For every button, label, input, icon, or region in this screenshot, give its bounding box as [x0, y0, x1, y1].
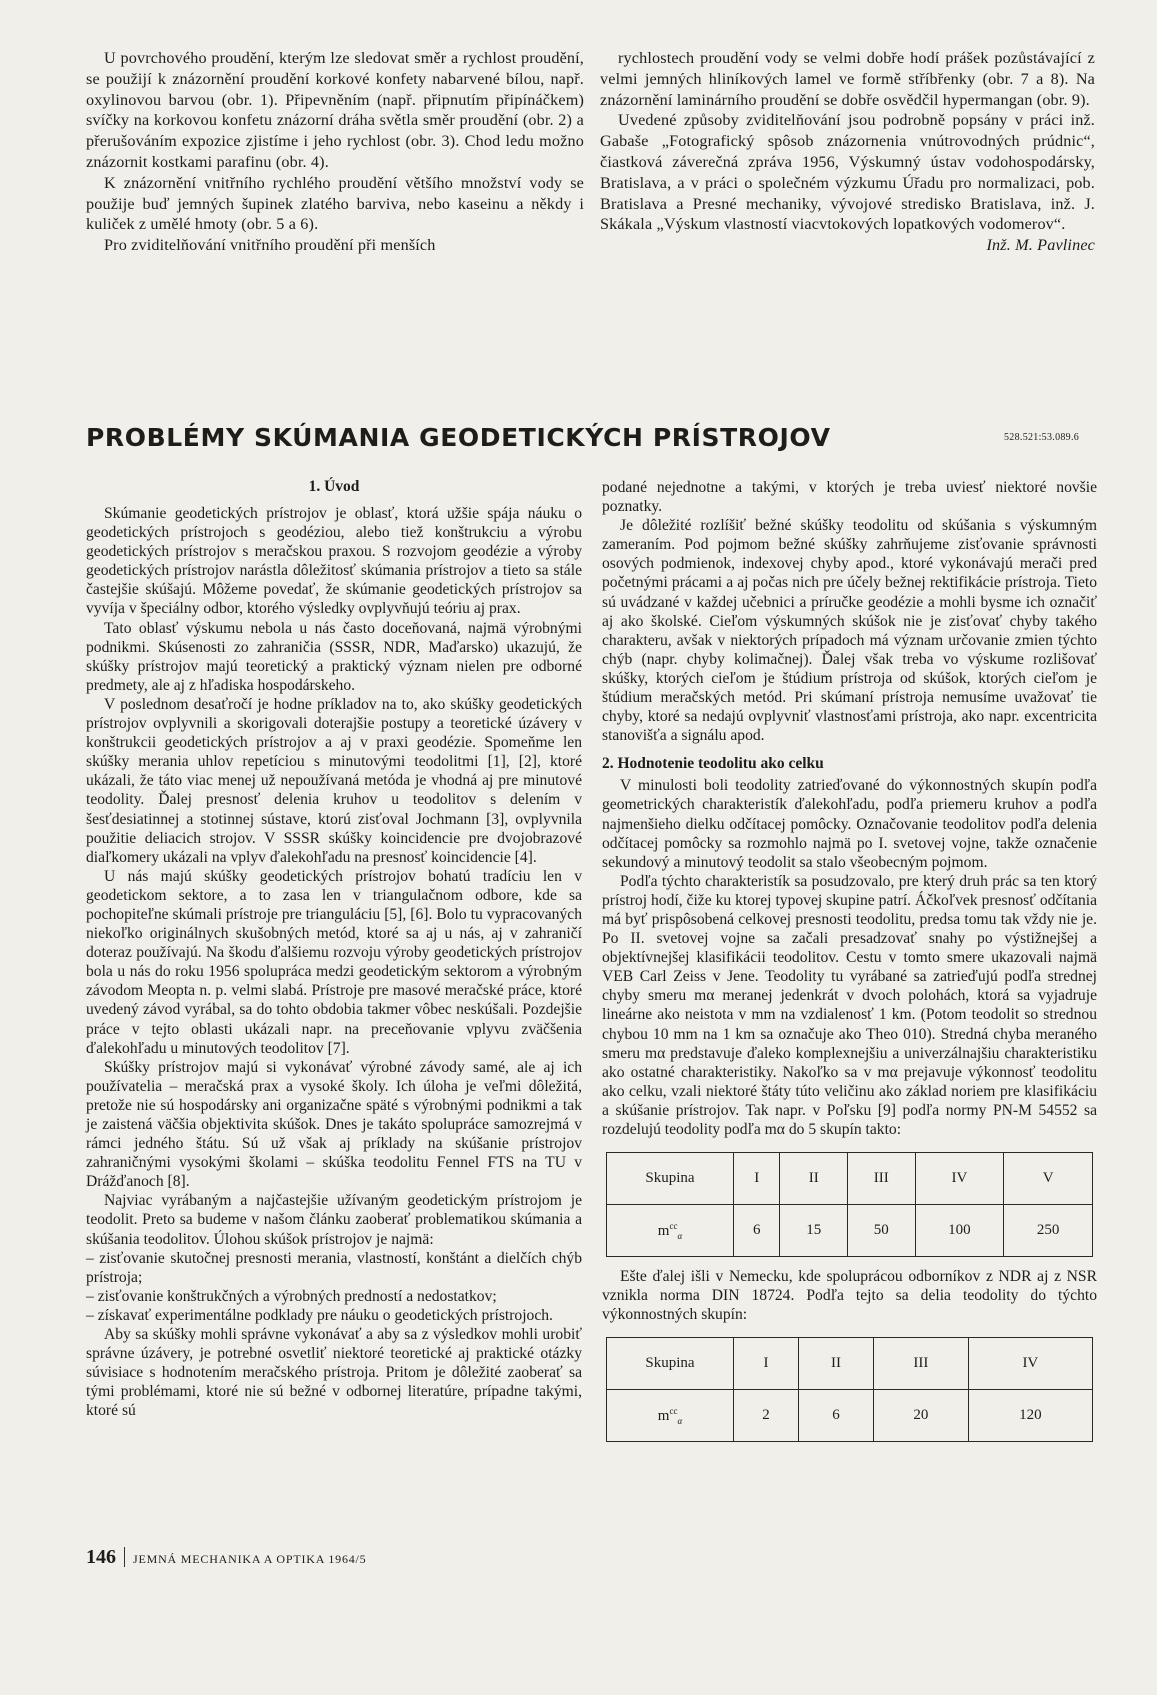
table-cell: 6: [734, 1205, 780, 1257]
table-cell: 250: [1004, 1205, 1093, 1257]
table-cell: 100: [915, 1205, 1004, 1257]
table-row: [607, 1390, 1093, 1442]
paragraph: Skúmanie geodetických prístrojov je oblasť, ktorá užšie spája náuku o geodetických prístrojoch s geodéziou, alebo tiež konštrukciu a výrobu geodetických prístrojov s meračskou praxou. S rozvojom geodézie a výroby geodetických prístrojov narástla dôležitosť skúmania prístrojov a tieto sa stále častejšie skúšajú. Môžeme povedať, že skúmanie geodetických prístrojov sa vyvíja v špeciálny odbor, ktorého výsledky ovplyvňujú teóriu aj prax.: [86, 505, 582, 618]
footer-divider: [124, 1547, 125, 1567]
article-title: PROBLÉMY SKÚMANIA GEODETICKÝCH PRÍSTROJOV: [86, 423, 831, 452]
table-row-label: $m^{cc}_\alpha$: [607, 1390, 734, 1442]
paragraph: Najviac vyrábaným a najčastejšie užívaným geodetickým prístrojom je teodolit. Preto sa budeme v našom článku zaoberať problematikou skúmania a skúšania teodolitov. Úlohou skúšok prístrojov je najmä:: [86, 1192, 582, 1248]
table-row: [607, 1205, 1093, 1257]
table-row: [607, 1338, 1093, 1390]
table-header-cell: Skupina: [607, 1153, 734, 1205]
classification-table-poland: [606, 1152, 1093, 1257]
section-heading: 1. Úvod: [308, 478, 360, 495]
table-cell: I: [734, 1153, 780, 1205]
paragraph: K znázornění vnitřního rychlého proudění většího množství vody se použije buď jemných šupinek zlatého barviva, nebo kaseinu a někdy i kuliček z umělé hmoty (obr. 5 a 6).: [86, 173, 584, 234]
table-cell: II: [799, 1338, 874, 1390]
paragraph: Skúšky prístrojov majú si vykonávať výrobné závody samé, ale aj ich používatelia – meračská prax a vysoké školy. Ich úloha je veľmi dôležitá, pretože nie sú hospodársky ani organizačne späté s výrobnými podnikmi a tak je zaistená väčšia objektivita skúšok. Dnes je takáto spolupráce samozrejmá v rámci jedného štátu. Sú už však aj príklady na skúšanie prístrojov zahraničnými vysokými školami – skúška teodolitu Fennel FTS na TU v Drážďanoch [8].: [86, 1058, 582, 1191]
table-cell: III: [848, 1153, 916, 1205]
section-heading: 2. Hodnotenie teodolitu ako celku: [602, 755, 824, 773]
article-left-column: [86, 478, 582, 1421]
paragraph: Uvedené způsoby zviditelňování jsou podrobně popsány v práci inž. Gabaše „Fotografický spôsob znázornenia vnútrovodných prúdnic“, čiastková záverečná zpráva 1956, Výskumný ústav vodohospodársky, Bratislava, a v práci o společném výzkumu Úřadu pro normalizaci, pob. Bratislava a Presné mechaniky, vývojové stredisko Bratislava, inž. J. Skákala „Výskum vlastností viacvtokových lopatkových vodomerov“.: [600, 111, 1095, 234]
list-item: – zisťovanie skutočnej presnosti merania, vlastností, konštánt a dielčích chýb prístroja;: [86, 1249, 582, 1286]
table-cell: 120: [968, 1390, 1092, 1442]
paragraph: Je dôležité rozlíšiť bežné skúšky teodolitu od skúšania s výskumným zameraním. Pod pojmom bežné skúšky zahrňujeme zisťovanie správnosti osových podmienok, indexovej chyby apod., ktoré vykonávajú merači pred početnými prácami a aj počas nich pre účely bežnej rektifikácie prístroja. Tieto sú uvádzané v každej učebnici a príručke geodézie a mohli bysme ich označiť aj ako školské. Cieľom výskumných skúšok nie je zisťovať chyby takého charakteru, avšak v niektorých prípadoch má význam určovanie zmien týchto chýb (napr. chyby kolimačnej). Ďalej však treba vo výskume rozlišovať skúšky, ktorých cieľom je štúdium prístroja od skúšok, ktorých cieľom je štúdium meračských metód. Pri skúmaní prístroja nemusíme uvažovať tie chyby, ktoré sa nedajú ovplyvniť vlastnosťami prístroja, ako napr. excentricita stanovišťa a signálu apod.: [602, 517, 1097, 745]
paragraph: podané nejednotne a takými, v ktorých je treba uviesť niektoré novšie poznatky.: [602, 479, 1097, 516]
table-row: [607, 1153, 1093, 1205]
table-cell: II: [780, 1153, 848, 1205]
page-footer: [86, 1546, 366, 1569]
prev-article-left-column: [86, 48, 584, 256]
task-list: [86, 1249, 582, 1325]
paragraph: Pro zviditelňování vnitřního proudění při menších: [104, 236, 436, 255]
paragraph: rychlostech proudění vody se velmi dobře hodí prášek pozůstávající z velmi jemných hliníkových lamel ve formě stříbřenky (obr. 7 a 8). Na znázornění laminárního proudění se dobře osvědčil hypermangan (obr. 9).: [600, 49, 1095, 109]
author-signature: Inž. M. Pavlinec: [986, 236, 1095, 255]
table-cell: V: [1004, 1153, 1093, 1205]
list-item: – zisťovanie konštrukčných a výrobných predností a nedostatkov;: [86, 1287, 497, 1305]
table-cell: I: [734, 1338, 799, 1390]
table-header-cell: Skupina: [607, 1338, 734, 1390]
article-right-column: [602, 478, 1097, 1452]
table-cell: 2: [734, 1390, 799, 1442]
paragraph: U nás majú skúšky geodetických prístrojov bohatú tradíciu len v geodetickom sektore, a to zasa len v triangulačnom odbore, kde sa pochopiteľne skúmali prístroje pre trianguláciu [5], [6]. Bolo tu vypracovaných niekoľko originálnych skušobných metód, ktoré sa aj u nás, aj v zahraničí doteraz používajú. Na škodu ďalšiemu rozvoju výroby geodetických prístrojov bola u nás do roku 1956 spolupráca medzi geodetickým sektorom a výrobným závodom Meopta n. p. velmi slabá. Prístroje pre masové meračské práce, ktoré uvedený závod vyrábal, sa do tohto obdobia takmer vôbec neskúšali. Pozdejšie práce v tejto oblasti ukázali napr. na preceňovanie vplyvu zväčšenia ďalekohľadu u minutových teodolitov [7].: [86, 867, 582, 1057]
paragraph: V minulosti boli teodolity zatrieďované do výkonnostných skupín podľa geometrických charakteristík ďalekohľadu, podľa priemeru kruhov a podľa najmenšieho dielku odčítacej pomôcky. Označovanie teodolitov podľa delenia odčítacej pomôcky sa rozmohlo najmä po I. svetovej vojne, takže označenie sekundový a minutový teodolit sa stalo všeobecným pojmom.: [602, 777, 1097, 871]
journal-name: JEMNÁ MECHANIKA A OPTIKA 1964/5: [133, 1552, 367, 1566]
paragraph: Podľa týchto charakteristík sa posudzovalo, pre který druh prác sa ten ktorý prístroj hodí, čiže ku ktorej typovej skupine patrí. Áčkoľvek presnosť odčítania má byť prispôsobená celkovej presnosti teodolitu, predsa tomu tak vždy nie je. Po II. svetovej vojne sa začali presadzovať snahy po výstižnejšej a objektívnejšej klasifikácii teodolitov. Cestu v tomto smere ukazovali najmä VEB Carl Zeiss v Jene. Teodolity tu vyrábané sa zatrieďujú podľa strednej chyby smeru mα meranej jedenkrát v dvoch polohách, ktorá sa vyjadruje lineárne ako neistota v mm na vzdialenosť 1 km. (Potom teodolit so strednou chybou 10 mm na 1 km sa označuje ako Theo 010). Stredná chyba meraného smeru mα predstavuje ďaleko komplexnejšiu a univerzálnajšiu charakteristiku ako ostatné charakteristiky. Nakoľko sa v mα prejavuje výkonnosť teodolitu ako celku, vzali niektoré štáty túto veličinu ako základ noriem pre klasifikáciu a skúšanie prístrojov. Tak napr. v Poľsku [9] podľa normy PN-M 54552 sa rozdelujú teodolity podľa mα do 5 skupín takto:: [602, 872, 1097, 1138]
paragraph: Tato oblasť výskumu nebola u nás často doceňovaná, najmä výrobnými podnikmi. Skúsenosti zo zahraničia (SSSR, NDR, Maďarsko) ukazujú, že skúšky prístrojov majú teoretický a praktický význam nielen pre odborné predmety, ale aj z hľadiska hospodárskeho.: [86, 619, 582, 694]
table-cell: 15: [780, 1205, 848, 1257]
paragraph: V poslednom desaťročí je hodne príkladov na to, ako skúšky geodetických prístrojov ovplyvnili a skorigovali doterajšie postupy a teoretické úzávery v konštrukcii geodetických prístrojov a aj v praxi geodézie. Spomeňme len skúšky merania uhlov repetíciou s minutovými teodolitmi [1], [2], ktoré ukázali, že táto viac menej už nepoužívaná metóda je vhodná aj pre minutové teodolity. Ďalej presnosť delenia kruhov u teodolitov s delením v šesťdesiatinnej a stotinnej sústave, ktorú zisťoval Jochmann [3], ovplyvnila použitie deliacich strojov. V SSSR skúšky koincidencie pre dvojobrazové diaľkomery ukázali na vplyv ďalekohľadu na presnosť koincidencie [4].: [86, 695, 582, 866]
page-number: 146: [86, 1546, 116, 1568]
table-cell: 6: [799, 1390, 874, 1442]
table-cell: IV: [915, 1153, 1004, 1205]
prev-article-right-column: [600, 48, 1095, 256]
table-cell: III: [874, 1338, 969, 1390]
paragraph: Ešte ďalej išli v Nemecku, kde spoluprácou odborníkov z NDR aj z NSR vznikla norma DIN 18724. Podľa tejto sa delia teodolity do týchto výkonnostných skupín:: [602, 1268, 1097, 1324]
table-cell: 20: [874, 1390, 969, 1442]
udc-code: 528.521:53.089.6: [1004, 432, 1080, 443]
table-cell: 50: [848, 1205, 916, 1257]
paragraph: U povrchového proudění, kterým lze sledovat směr a rychlost proudění, se použijí k znázornění proudění korkové konfety nabarvené bílou, např. oxylinovou barvou (obr. 1). Připevněním (např. připnutím připínáčkem) svíčky na korkovou konfetu znázorní dráha světla směr proudění (obr. 2) a přerušováním expozice zjistíme i jeho rychlost (obr. 3). Chod ledu možno znázornit kostkami parafinu (obr. 4).: [86, 49, 584, 171]
classification-table-din: [606, 1337, 1093, 1442]
list-item: – získavať experimentálne podklady pre náuku o geodetických prístrojoch.: [86, 1306, 553, 1324]
table-cell: IV: [968, 1338, 1092, 1390]
table-row-label: $m^{cc}_\alpha$: [607, 1205, 734, 1257]
paragraph: Aby sa skúšky mohli správne vykonávať a aby sa z výsledkov mohli urobiť správne úzávery, je potrebné osvetliť niektoré teoretické aj praktické otázky súvisiace s hodnotením meračského prístroja. Pritom je dôležité zaoberať sa tými problémami, ktoré nie sú bežné v odbornej literatúre, prípadne takými, ktoré sú: [86, 1326, 582, 1420]
